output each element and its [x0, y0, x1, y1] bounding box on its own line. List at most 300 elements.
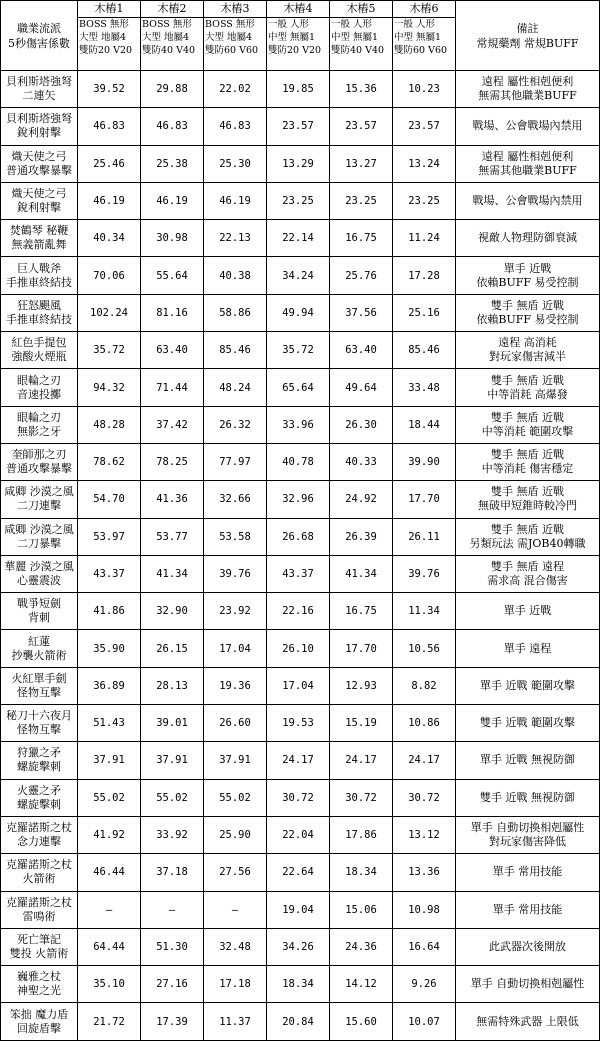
remarks-line: 雙手 無盾 近戰	[491, 298, 564, 312]
skill-name-line: 怪物互擊	[17, 723, 61, 737]
skill-name-cell	[1, 257, 78, 294]
coefficient-cell: 16.75	[330, 220, 393, 257]
skill-name-line: 手推車終結技	[6, 312, 72, 326]
remarks-line: 單手 自動切換相剋屬性	[470, 821, 585, 835]
coefficient-cell: 13.36	[393, 854, 456, 891]
remarks-line: 視敵人物理防御衰減	[478, 231, 577, 245]
coefficient-cell: 17.70	[393, 481, 456, 518]
coefficient-cell: 33.48	[393, 369, 456, 406]
coefficient-cell: 16.75	[330, 593, 393, 630]
skill-name-line: 咸卿 沙漠之風	[4, 485, 74, 499]
coefficient-cell: 40.78	[267, 443, 330, 480]
coefficient-cell: 23.25	[393, 182, 456, 219]
coefficient-cell: 25.46	[78, 145, 141, 182]
dummy-header-5	[330, 1, 393, 71]
coefficient-cell: 10.98	[393, 891, 456, 928]
skill-name-cell	[1, 443, 78, 480]
coefficient-cell: 32.66	[204, 481, 267, 518]
table-row	[1, 816, 600, 853]
table-row	[1, 145, 600, 182]
coefficient-cell: 24.17	[393, 742, 456, 779]
dummy-desc-line: 中型 無屬1	[268, 32, 316, 43]
table-row	[1, 443, 600, 480]
coefficient-cell: 46.83	[78, 108, 141, 145]
coefficient-cell: 37.91	[141, 742, 204, 779]
class-skill-header	[1, 1, 78, 71]
coefficient-cell: 22.14	[267, 220, 330, 257]
table-row	[1, 182, 600, 219]
skill-name-line: 無影之牙	[17, 424, 61, 438]
coefficient-cell: 40.33	[330, 443, 393, 480]
remarks-line: 無需特殊武器 上限低	[476, 1014, 579, 1028]
skill-name-cell	[1, 816, 78, 853]
skill-name-line: 紅蓮	[28, 634, 50, 648]
table-row	[1, 332, 600, 369]
remarks-line: 遠程 屬性相剋便利	[481, 75, 574, 89]
remarks-line: 依賴BUFF 易受控制	[476, 275, 579, 289]
coefficient-cell: 17.04	[204, 630, 267, 667]
table-row	[1, 71, 600, 108]
table-row	[1, 891, 600, 928]
coefficient-cell: 46.44	[78, 854, 141, 891]
remarks-line: 遠程 屬性相剋便利	[481, 149, 574, 163]
skill-name-line: 火紅單手劍	[11, 671, 67, 685]
coefficient-cell: 81.16	[141, 294, 204, 331]
coefficient-cell: 36.89	[78, 667, 141, 704]
remarks-line: 單手 近戰 範圍攻擊	[480, 678, 575, 692]
coefficient-cell: 63.40	[141, 332, 204, 369]
skill-name-line: 雷鳴術	[22, 909, 56, 923]
coefficient-cell: 30.98	[141, 220, 204, 257]
coefficient-cell: 20.84	[267, 1003, 330, 1040]
skill-name-cell	[1, 555, 78, 592]
remarks-cell	[456, 891, 600, 928]
skill-name-line: 眼輪之刃	[17, 410, 61, 424]
coefficient-cell: 23.57	[393, 108, 456, 145]
coefficient-cell: 33.96	[267, 406, 330, 443]
dummy-title: 木樁4	[267, 1, 329, 18]
coefficient-cell: 30.72	[267, 779, 330, 816]
coefficient-cell: 53.58	[204, 518, 267, 555]
coefficient-cell: 29.88	[141, 71, 204, 108]
coefficient-cell: 46.19	[204, 182, 267, 219]
skill-name-line: 巍雅之杖	[17, 970, 61, 984]
coefficient-cell: 39.76	[393, 555, 456, 592]
skill-name-line: 螺旋擊刺	[17, 760, 61, 774]
skill-name-line: 咸卿 沙漠之風	[4, 522, 74, 536]
coefficient-cell: 55.02	[204, 779, 267, 816]
skill-name-line: 眼輪之刃	[17, 373, 61, 387]
skill-name-line: 普通攻擊暴擊	[6, 462, 72, 476]
coefficient-cell: 37.91	[204, 742, 267, 779]
coefficient-cell: 25.90	[204, 816, 267, 853]
remarks-line: 中等消耗 範圍攻擊	[481, 424, 574, 438]
remarks-line: 無破甲短錐時較冷門	[478, 499, 577, 513]
skill-name-line: 雙投 火箭術	[9, 946, 69, 960]
coefficient-cell: 22.02	[204, 71, 267, 108]
table-row	[1, 369, 600, 406]
skill-name-cell	[1, 294, 78, 331]
coefficient-cell: 23.92	[204, 593, 267, 630]
remarks-cell	[456, 108, 600, 145]
coefficient-cell: 10.23	[393, 71, 456, 108]
skill-name-cell	[1, 891, 78, 928]
dummy-desc-line: 大型 地屬4	[205, 32, 253, 43]
coefficient-cell: 22.13	[204, 220, 267, 257]
coefficient-cell: –	[78, 891, 141, 928]
header-row	[1, 1, 600, 71]
remarks-line: 中等消耗 高爆發	[487, 387, 568, 401]
remarks-cell	[456, 966, 600, 1003]
remarks-cell	[456, 145, 600, 182]
skill-name-cell	[1, 667, 78, 704]
coefficient-cell: 41.36	[141, 481, 204, 518]
coefficient-cell: 63.40	[330, 332, 393, 369]
remarks-cell	[456, 667, 600, 704]
coefficient-cell: 35.72	[78, 332, 141, 369]
coefficient-cell: 32.96	[267, 481, 330, 518]
table-row	[1, 705, 600, 742]
coefficient-cell: 43.37	[78, 555, 141, 592]
coefficient-cell: 17.28	[393, 257, 456, 294]
header-first-line1: 職業流派	[17, 21, 61, 35]
dummy-title: 木樁3	[204, 1, 266, 18]
dummy-desc-line: 雙防60 V60	[205, 45, 259, 56]
coefficient-cell: 85.46	[393, 332, 456, 369]
table-row	[1, 667, 600, 704]
coefficient-cell: 37.91	[78, 742, 141, 779]
remarks-line: 雙手 無盾 遠程	[491, 560, 564, 573]
skill-name-line: 克羅諾斯之杖	[6, 858, 72, 872]
skill-name-cell	[1, 779, 78, 816]
remarks-cell	[456, 182, 600, 219]
coefficient-cell: 25.16	[393, 294, 456, 331]
coefficient-cell: 28.13	[141, 667, 204, 704]
coefficient-cell: 15.19	[330, 705, 393, 742]
coefficient-cell: 19.85	[267, 71, 330, 108]
table-row	[1, 518, 600, 555]
table-row	[1, 555, 600, 592]
remarks-cell	[456, 406, 600, 443]
coefficient-cell: 53.77	[141, 518, 204, 555]
coefficient-cell: 26.60	[204, 705, 267, 742]
skill-name-line: 克羅諾斯之杖	[6, 821, 72, 835]
coefficient-cell: 26.15	[141, 630, 204, 667]
remarks-line: 雙手 無盾 近戰	[491, 522, 564, 536]
coefficient-cell: 35.10	[78, 966, 141, 1003]
dummy-desc-line: BOSS 無形	[142, 19, 192, 30]
coefficient-cell: 37.18	[141, 854, 204, 891]
coefficient-cell: 17.39	[141, 1003, 204, 1040]
coefficient-cell: 15.60	[330, 1003, 393, 1040]
coefficient-cell: 54.70	[78, 481, 141, 518]
coefficient-cell: 25.38	[141, 145, 204, 182]
dummy-title: 木樁2	[141, 1, 203, 18]
skill-name-line: 狩獵之矛	[17, 746, 61, 760]
dummy-desc-line: 雙防40 V40	[331, 45, 385, 56]
skill-name-line: 二刀暴擊	[17, 536, 61, 550]
skill-name-cell	[1, 220, 78, 257]
skill-name-line: 手推車終結技	[6, 275, 72, 289]
coefficient-cell: 55.02	[141, 779, 204, 816]
table-row	[1, 220, 600, 257]
dummy-title: 木樁1	[78, 1, 140, 18]
coefficient-cell: 40.34	[78, 220, 141, 257]
coefficient-cell: 94.32	[78, 369, 141, 406]
coefficient-cell: 40.38	[204, 257, 267, 294]
skill-name-cell	[1, 406, 78, 443]
skill-name-line: 熾天使之弓	[11, 187, 67, 201]
coefficient-cell: 35.72	[267, 332, 330, 369]
table-row	[1, 854, 600, 891]
remarks-cell	[456, 294, 600, 331]
skill-name-line: 無義箭亂舞	[11, 238, 67, 252]
skill-name-line: 強酸火煙瓶	[11, 350, 67, 364]
skill-name-cell	[1, 966, 78, 1003]
remarks-cell	[456, 928, 600, 965]
coefficient-cell: 32.90	[141, 593, 204, 630]
coefficient-cell: 41.86	[78, 593, 141, 630]
coefficient-cell: 24.17	[330, 742, 393, 779]
coefficient-cell: 46.19	[78, 182, 141, 219]
coefficient-cell: 15.36	[330, 71, 393, 108]
coefficient-cell: 17.70	[330, 630, 393, 667]
coefficient-cell: 26.32	[204, 406, 267, 443]
coefficient-cell: 17.86	[330, 816, 393, 853]
coefficient-cell: 18.34	[267, 966, 330, 1003]
coefficient-cell: 10.07	[393, 1003, 456, 1040]
coefficient-cell: 41.34	[141, 555, 204, 592]
coefficient-cell: 34.24	[267, 257, 330, 294]
skill-name-line: 奎師那之刃	[11, 448, 67, 462]
skill-name-line: 回旋盾擊	[17, 1021, 61, 1035]
coefficient-cell: 39.90	[393, 443, 456, 480]
remarks-line: 單手 遠程	[503, 641, 552, 655]
skill-name-line: 抄襲火箭術	[11, 648, 67, 662]
coefficient-cell: 26.11	[393, 518, 456, 555]
coefficient-cell: 9.26	[393, 966, 456, 1003]
coefficient-cell: 78.25	[141, 443, 204, 480]
coefficient-cell: 11.24	[393, 220, 456, 257]
remarks-cell	[456, 332, 600, 369]
dummy-desc-line: 中型 無屬1	[394, 32, 442, 43]
remarks-cell	[456, 779, 600, 816]
coefficient-cell: 64.44	[78, 928, 141, 965]
coefficient-cell: 26.10	[267, 630, 330, 667]
remarks-line: 另類玩法 需JOB40轉職	[469, 536, 586, 550]
coefficient-cell: 22.04	[267, 816, 330, 853]
remarks-cell	[456, 71, 600, 108]
skill-name-line: 熾天使之弓	[11, 149, 67, 163]
dummy-title: 木樁5	[330, 1, 392, 18]
remarks-cell	[456, 555, 600, 592]
coefficient-cell: 24.17	[267, 742, 330, 779]
skill-name-line: 笨拙 魔力盾	[9, 1007, 69, 1021]
coefficient-cell: 71.44	[141, 369, 204, 406]
coefficient-cell: 35.90	[78, 630, 141, 667]
coefficient-cell: 41.92	[78, 816, 141, 853]
remarks-cell	[456, 220, 600, 257]
coefficient-cell: 43.37	[267, 555, 330, 592]
dummy-desc-line: BOSS 無形	[79, 19, 129, 30]
remarks-line: 對玩家傷害減半	[489, 350, 566, 364]
coefficient-cell: –	[141, 891, 204, 928]
skill-name-cell	[1, 71, 78, 108]
dummy-header-4	[267, 1, 330, 71]
coefficient-cell: 26.30	[330, 406, 393, 443]
skill-name-line: 心靈震波	[17, 574, 61, 587]
skill-name-line: 克羅諾斯之杖	[6, 895, 72, 909]
remarks-line: 雙手 無盾 近戰	[491, 485, 564, 499]
remarks-line: 雙手 近戰 無視防御	[480, 790, 575, 804]
coefficient-cell: 49.64	[330, 369, 393, 406]
coefficient-cell: 41.34	[330, 555, 393, 592]
dummy-title: 木樁6	[393, 1, 455, 18]
table-row	[1, 294, 600, 331]
coefficient-cell: 23.25	[330, 182, 393, 219]
coefficient-cell: 39.01	[141, 705, 204, 742]
remarks-line: 此武器次後開放	[489, 939, 566, 953]
remarks-cell	[456, 369, 600, 406]
remarks-line: 依賴BUFF 易受控制	[476, 312, 579, 326]
table-row	[1, 630, 600, 667]
dummy-desc-line: 中型 無屬1	[331, 32, 379, 43]
remarks-line: 無需其他職業BUFF	[478, 163, 577, 177]
remarks-cell	[456, 443, 600, 480]
skill-name-line: 螺旋擊刺	[17, 797, 61, 811]
skill-name-line: 狂怒颶風	[17, 298, 61, 312]
table-row	[1, 593, 600, 630]
coefficient-cell: 46.19	[141, 182, 204, 219]
skill-name-cell	[1, 332, 78, 369]
skill-name-line: 死亡筆記	[17, 932, 61, 946]
dummy-desc-line: 大型 地屬4	[142, 32, 190, 43]
coefficient-cell: 17.04	[267, 667, 330, 704]
skill-name-cell	[1, 705, 78, 742]
skill-name-cell	[1, 182, 78, 219]
skill-name-line: 火箭術	[22, 872, 56, 886]
coefficient-cell: 85.46	[204, 332, 267, 369]
coefficient-cell: 33.92	[141, 816, 204, 853]
coefficient-cell: 26.39	[330, 518, 393, 555]
skill-name-line: 紅色手提包	[11, 336, 67, 350]
dummy-header-3	[204, 1, 267, 71]
skill-name-line: 音速投擲	[17, 387, 61, 401]
coefficient-cell: 15.06	[330, 891, 393, 928]
dummy-header-2	[141, 1, 204, 71]
skill-name-line: 貝利斯塔強弩	[6, 75, 72, 89]
coefficient-cell: 27.56	[204, 854, 267, 891]
dummy-desc-line: BOSS 無形	[205, 19, 255, 30]
remarks-line: 需求高 混合傷害	[487, 574, 568, 587]
coefficient-cell: 46.83	[204, 108, 267, 145]
skill-name-line: 秘刀十六夜月	[6, 709, 72, 723]
skill-name-line: 戰爭短劍	[17, 597, 61, 611]
remarks-cell	[456, 593, 600, 630]
remarks-line: 單手 近戰	[503, 261, 552, 275]
skill-name-cell	[1, 481, 78, 518]
coefficient-cell: 27.16	[141, 966, 204, 1003]
coefficient-cell: 19.04	[267, 891, 330, 928]
table-row	[1, 406, 600, 443]
coefficient-cell: 25.30	[204, 145, 267, 182]
dummy-desc-line: 一般 人形	[268, 19, 310, 30]
skill-name-cell	[1, 593, 78, 630]
table-row	[1, 257, 600, 294]
coefficient-cell: 51.43	[78, 705, 141, 742]
coefficient-cell: 78.62	[78, 443, 141, 480]
skill-name-line: 念力連擊	[17, 835, 61, 849]
remarks-cell	[456, 854, 600, 891]
coefficient-cell: 102.24	[78, 294, 141, 331]
remarks-line: 單手 常用技能	[492, 865, 563, 879]
coefficient-cell: 30.72	[393, 779, 456, 816]
coefficient-cell: 65.64	[267, 369, 330, 406]
remarks-cell	[456, 816, 600, 853]
skill-name-cell	[1, 369, 78, 406]
coefficient-cell: 23.57	[330, 108, 393, 145]
remarks-header	[456, 1, 600, 71]
coefficient-cell: 22.64	[267, 854, 330, 891]
header-note-line1: 備註	[516, 21, 539, 35]
dummy-desc-line: 雙防60 V60	[394, 45, 448, 56]
coefficient-cell: 48.24	[204, 369, 267, 406]
dummy-header-6	[393, 1, 456, 71]
remarks-line: 雙手 近戰 範圍攻擊	[480, 716, 575, 730]
remarks-cell	[456, 742, 600, 779]
coefficient-cell: 21.72	[78, 1003, 141, 1040]
coefficient-cell: 18.34	[330, 854, 393, 891]
skill-name-cell	[1, 145, 78, 182]
coefficient-cell: 16.64	[393, 928, 456, 965]
skill-name-cell	[1, 630, 78, 667]
table-row	[1, 928, 600, 965]
skill-name-line: 巨人戰斧	[17, 261, 61, 275]
remarks-cell	[456, 518, 600, 555]
coefficient-cell: 10.86	[393, 705, 456, 742]
skill-name-line: 焚鶴琴 秘鞭	[9, 224, 69, 238]
coefficient-cell: 46.83	[141, 108, 204, 145]
skill-name-line: 怪物互擊	[17, 685, 61, 699]
coefficient-cell: 18.44	[393, 406, 456, 443]
coefficient-cell: 48.28	[78, 406, 141, 443]
coefficient-cell: 53.97	[78, 518, 141, 555]
skill-name-cell	[1, 854, 78, 891]
coefficient-cell: 77.97	[204, 443, 267, 480]
coefficient-cell: 19.53	[267, 705, 330, 742]
skill-name-cell	[1, 518, 78, 555]
dummy-desc-line: 一般 人形	[331, 19, 373, 30]
coefficient-cell: 12.93	[330, 667, 393, 704]
dummy-desc-line: 雙防20 V20	[79, 45, 133, 56]
coefficient-cell: 26.68	[267, 518, 330, 555]
coefficient-cell: 17.18	[204, 966, 267, 1003]
skill-name-line: 二刀連擊	[17, 499, 61, 513]
coefficient-cell: 32.48	[204, 928, 267, 965]
coefficient-cell: 23.25	[267, 182, 330, 219]
remarks-line: 遠程 高消耗	[498, 336, 557, 350]
skill-name-line: 銳利射擊	[17, 201, 61, 215]
coefficient-cell: 55.64	[141, 257, 204, 294]
coefficient-cell: 8.82	[393, 667, 456, 704]
table-row	[1, 966, 600, 1003]
coefficient-cell: 37.42	[141, 406, 204, 443]
coefficient-cell: 49.94	[267, 294, 330, 331]
remarks-cell	[456, 705, 600, 742]
coefficient-cell: 30.72	[330, 779, 393, 816]
coefficient-cell: 23.57	[267, 108, 330, 145]
skill-name-line: 背刺	[28, 611, 50, 625]
